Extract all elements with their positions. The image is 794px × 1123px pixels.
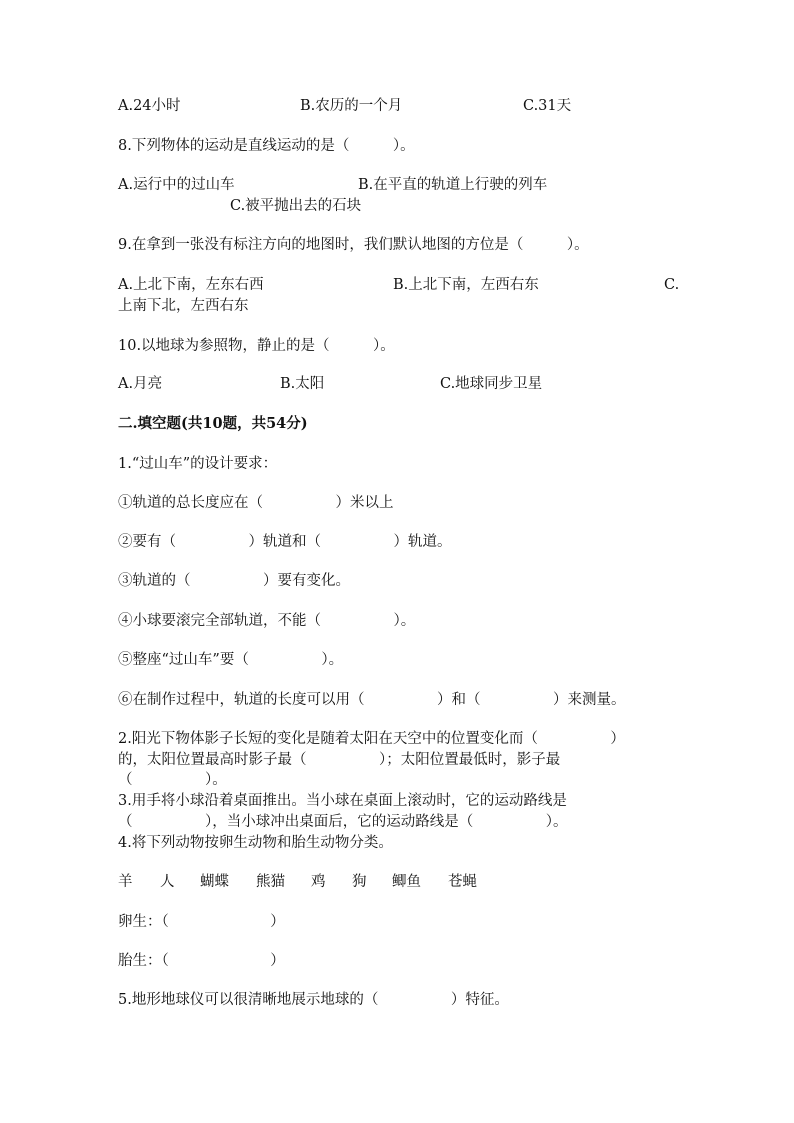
q10-option-a: A.月亮 bbox=[118, 376, 163, 392]
f2-line-1: 2.阳光下物体影子长短的变化是随着太阳在天空中的位置变化而（ ） bbox=[118, 731, 625, 747]
q8-stem: 8.下列物体的运动是直线运动的是（ ）。 bbox=[118, 138, 415, 154]
f1-item-4: ④小球要滚完全部轨道，不能（ ）。 bbox=[118, 613, 416, 629]
f4-viviparous-line: 胎生：（ ） bbox=[118, 953, 285, 969]
f1-item-3: ③轨道的（ ）要有变化。 bbox=[118, 573, 350, 589]
q10-option-b: B.太阳 bbox=[280, 376, 325, 392]
q8-option-b: B.在平直的轨道上行驶的列车 bbox=[358, 177, 548, 193]
f2-line-2: 的，太阳位置最高时影子最（ ）；太阳位置最低时，影子最 bbox=[118, 752, 561, 768]
f3-line-2: （ ），当小球冲出桌面后，它的运动路线是（ ）。 bbox=[118, 814, 568, 830]
f1-item-5: ⑤整座“过山车”要（ ）。 bbox=[118, 652, 344, 668]
q9-stem: 9.在拿到一张没有标注方向的地图时，我们默认地图的方位是（ ）。 bbox=[118, 237, 589, 253]
f4-animal: 人 bbox=[160, 874, 175, 890]
q10-option-c: C.地球同步卫星 bbox=[440, 376, 543, 392]
q7-option-c: C.31天 bbox=[523, 98, 572, 114]
f4-animal: 羊 bbox=[118, 874, 133, 890]
q10-stem: 10.以地球为参照物，静止的是（ ）。 bbox=[118, 338, 395, 354]
f3-line-1: 3.用手将小球沿着桌面推出。当小球在桌面上滚动时，它的运动路线是 bbox=[118, 793, 567, 809]
q8-option-c: C.被平抛出去的石块 bbox=[230, 198, 362, 214]
q9-option-c-text: 上南下北，左西右东 bbox=[118, 298, 249, 314]
q7-option-a: A.24小时 bbox=[118, 98, 181, 114]
f1-item-6: ⑥在制作过程中，轨道的长度可以用（ ）和（ ）来测量。 bbox=[118, 692, 626, 708]
f4-oviparous-line: 卵生：（ ） bbox=[118, 914, 285, 930]
q9-option-a: A.上北下南，左东右西 bbox=[118, 277, 264, 293]
section-2-title: 二.填空题(共10题，共54分) bbox=[118, 415, 308, 432]
q7-option-b: B.农历的一个月 bbox=[300, 98, 403, 114]
f2-line-3: （ ）。 bbox=[118, 772, 227, 788]
q8-option-a: A.运行中的过山车 bbox=[118, 177, 235, 193]
f4-animal: 狗 bbox=[352, 874, 367, 890]
f4-animal: 鸡 bbox=[311, 874, 326, 890]
f4-animal: 蝴蝶 bbox=[200, 874, 229, 890]
f4-animal: 鲫鱼 bbox=[392, 874, 421, 890]
f1-item-1: ①轨道的总长度应在（ ）米以上 bbox=[118, 495, 394, 511]
q9-option-b: B.上北下南，左西右东 bbox=[393, 277, 539, 293]
f4-animal: 苍蝇 bbox=[448, 874, 477, 890]
f4-stem: 4.将下列动物按卵生动物和胎生动物分类。 bbox=[118, 835, 393, 851]
q9-option-c-label: C. bbox=[664, 277, 680, 293]
f1-item-2: ②要有（ ）轨道和（ ）轨道。 bbox=[118, 534, 452, 550]
f4-animal: 熊猫 bbox=[256, 874, 285, 890]
f5-stem: 5.地形地球仪可以很清晰地展示地球的（ ）特征。 bbox=[118, 992, 509, 1008]
f1-stem: 1.“过山车”的设计要求： bbox=[118, 456, 278, 472]
